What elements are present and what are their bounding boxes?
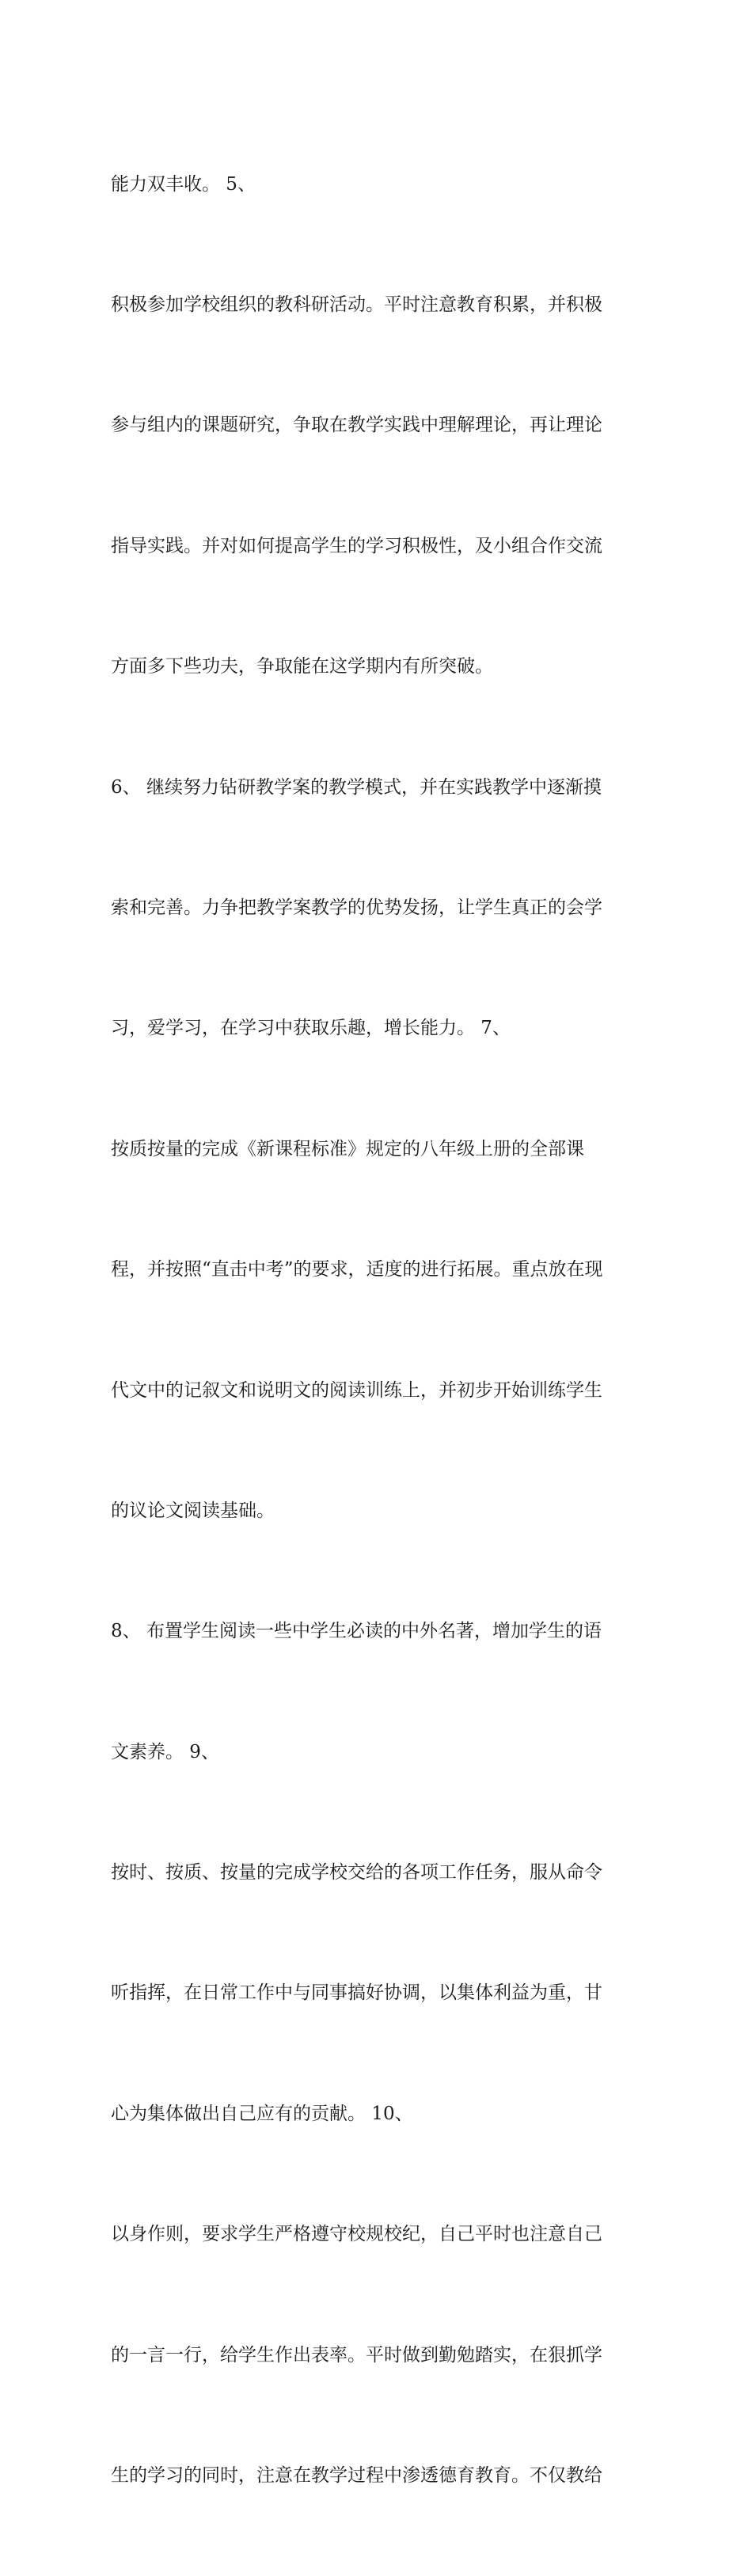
- text-line: 方面多下些功夫，争取能在这学期内有所突破。: [111, 656, 493, 677]
- text-line: 6、 继续努力钻研教学案的教学模式，并在实践教学中逐渐摸: [111, 776, 602, 798]
- text-line: 生的学习的同时，注意在教学过程中渗透德育教育。不仅教给: [111, 2465, 602, 2487]
- text-line: 文素养。 9、: [111, 1741, 219, 1762]
- text-line: 8、 布置学生阅读一些中学生必读的中外名著，增加学生的语: [111, 1621, 602, 1642]
- text-line: 按时、按质、按量的完成学校交给的各项工作任务，服从命令: [111, 1862, 602, 1884]
- text-line: 按质按量的完成《新课程标准》规定的八年级上册的全部课: [111, 1138, 584, 1159]
- body-text: [111, 84, 649, 2576]
- text-line: 程，并按照“直击中考”的要求，适度的进行拓展。重点放在现: [111, 1259, 603, 1280]
- text-line: 以身作则，要求学生严格遵守校规校纪，自己平时也注意自己: [111, 2224, 602, 2245]
- text-line: 心为集体做出自己应有的贡献。 10、: [111, 2103, 413, 2124]
- text-line: 听指挥，在日常工作中与同事搞好协调，以集体利益为重，甘: [111, 1982, 602, 2004]
- text-line: 习，爱学习，在学习中获取乐趣，增长能力。 7、: [111, 1018, 511, 1039]
- text-line: 参与组内的课题研究，争取在教学实践中理解理论，再让理论: [111, 415, 602, 436]
- text-line: 积极参加学校组织的教科研活动。平时注意教育积累，并积极: [111, 294, 602, 315]
- text-line: 的议论文阅读基础。: [111, 1500, 275, 1521]
- text-line: 索和完善。力争把教学案教学的优势发扬，让学生真正的会学: [111, 897, 602, 918]
- text-line: 的一言一行，给学生作出表率。平时做到勤勉踏实，在狠抓学: [111, 2344, 602, 2365]
- text-line: 代文中的记叙文和说明文的阅读训练上，并初步开始训练学生: [111, 1379, 602, 1401]
- text-line: 指导实践。并对如何提高学生的学习积极性，及小组合作交流: [111, 535, 602, 556]
- text-line: 能力双丰收。 5、: [111, 173, 256, 195]
